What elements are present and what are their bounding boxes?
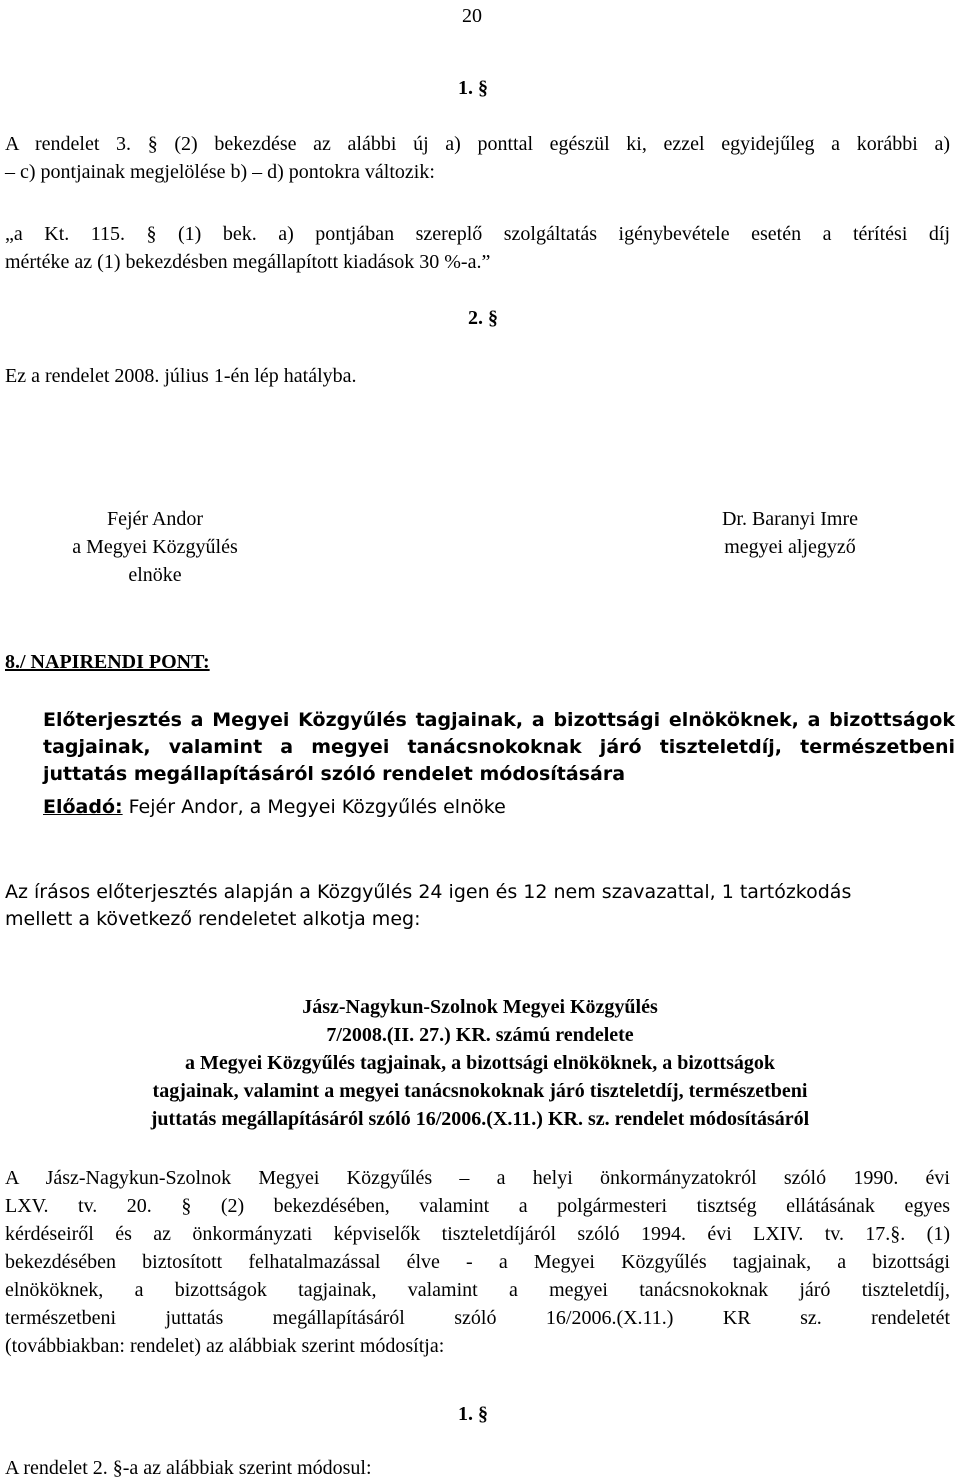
decree-number: 7/2008.(II. 27.) KR. számú rendelete [326, 1024, 634, 1046]
final-section-heading: 1. § [458, 1403, 488, 1425]
decree-subject-line: tagjainak, valamint a megyei tanácsnokoknak járó tiszteletdíj, természetbeni [152, 1080, 808, 1102]
text-line: LXV. tv. 20. § (2) bekezdésében, valamint a polgármesteri tisztség ellátásának egyes [5, 1195, 950, 1217]
vote-text [5, 878, 950, 938]
text-line: kérdéseiről és az önkormányzati képviselők tiszteletdíjáról szóló 1994. évi LXIV. tv. 17.§. (1) [5, 1223, 950, 1245]
signature-left-name: Fejér Andor [106, 508, 204, 530]
section-1-paragraph-2 [5, 220, 950, 280]
agenda-heading: 8./ NAPIRENDI PONT: [5, 651, 210, 673]
presenter-line [43, 793, 506, 821]
section-1-paragraph-1 [5, 130, 950, 190]
text-line: mértéke az (1) bekezdésben megállapított kiadások 30 %-a.” [5, 251, 491, 273]
presenter-value: Fejér Andor, a Megyei Közgyűlés elnöke [122, 796, 506, 818]
final-section-text: A rendelet 2. §-a az alábbiak szerint módosul: [5, 1457, 372, 1479]
section-2-heading: 2. § [468, 307, 498, 329]
text-line: tagjainak, valamint a megyei tanácsnokoknak járó tiszteletdíj, természetbeni [43, 736, 955, 758]
decree-issuer: Jász-Nagykun-Szolnok Megyei Közgyűlés [302, 996, 658, 1018]
decree-title [0, 993, 960, 1133]
text-line: A rendelet 3. § (2) bekezdése az alábbi új a) ponttal egészül ki, ezzel egyidejűleg a korábbi a) [5, 133, 950, 155]
text-line: bekezdésében biztosított felhatalmazással élve - a Megyei Közgyűlés tagjainak, a bizottsági [5, 1251, 950, 1273]
text-line: – c) pontjainak megjelölése b) – d) pontokra változik: [5, 161, 435, 183]
section-1-heading: 1. § [458, 77, 488, 99]
decree-subject-line: a Megyei Közgyűlés tagjainak, a bizottsági elnököknek, a bizottságok [184, 1052, 775, 1074]
presenter-label: Előadó: [43, 796, 123, 818]
signature-left-title: a Megyei Közgyűlés [72, 536, 238, 558]
text-line: juttatás megállapításáról szóló rendelet módosítására [43, 763, 626, 785]
signature-right-name: Dr. Baranyi Imre [721, 508, 859, 530]
text-line: Az írásos előterjesztés alapján a Közgyűlés 24 igen és 12 nem szavazattal, 1 tartózkodás [5, 881, 852, 903]
signature-right-title: megyei aljegyző [724, 536, 856, 558]
text-line: A Jász-Nagykun-Szolnok Megyei Közgyűlés – a helyi önkormányzatokról szóló 1990. évi [5, 1167, 950, 1189]
text-line: elnököknek, a bizottságok tagjainak, valamint a megyei tanácsnokoknak járó tiszteletdíj, [5, 1279, 950, 1301]
preamble [5, 1164, 950, 1364]
effective-date-text: Ez a rendelet 2008. július 1-én lép hatályba. [5, 365, 357, 387]
text-line: Előterjesztés a Megyei Közgyűlés tagjainak, a bizottsági elnököknek, a bizottságok [43, 709, 955, 731]
text-line: mellett a következő rendeletet alkotja meg: [5, 908, 421, 930]
text-line: természetbeni juttatás megállapításáról szóló 16/2006.(X.11.) KR sz. rendeletét [5, 1307, 950, 1329]
signature-left [30, 505, 280, 589]
text-line: (továbbiakban: rendelet) az alábbiak szerint módosítja: [5, 1335, 445, 1357]
agenda-title [43, 706, 955, 796]
decree-subject-line: juttatás megállapításáról szóló 16/2006.(X.11.) KR. sz. rendelet módosításáról [150, 1108, 810, 1130]
text-line: „a Kt. 115. § (1) bek. a) pontjában szereplő szolgáltatás igénybevétele esetén a térítési díj [5, 223, 950, 245]
signature-left-role: elnöke [128, 564, 182, 586]
page-number: 20 [462, 5, 482, 27]
signature-right [670, 505, 910, 561]
